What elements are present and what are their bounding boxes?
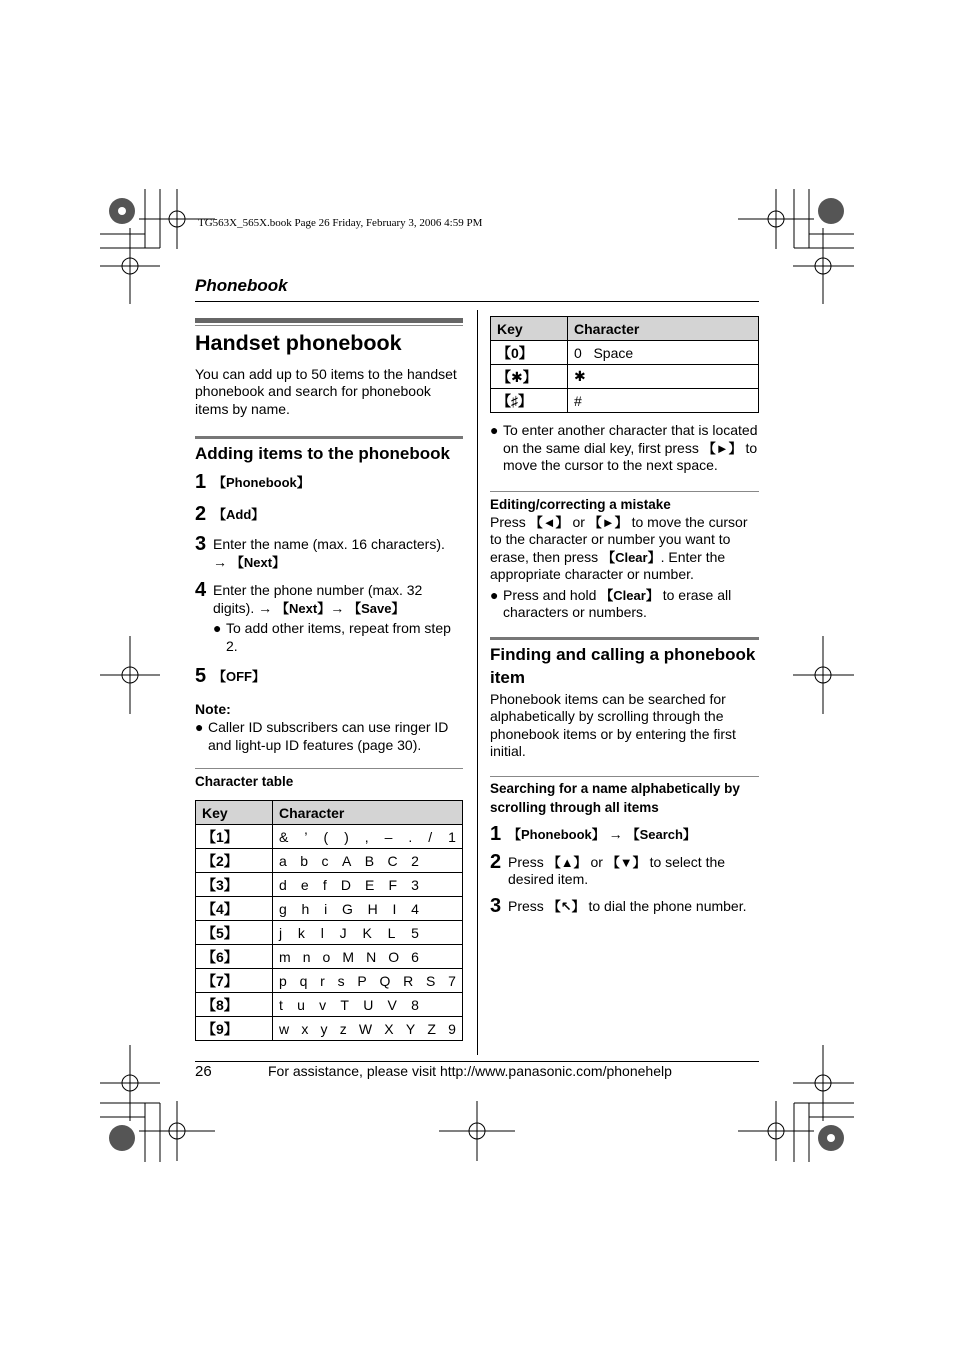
character: V: [387, 996, 397, 1013]
footer-rule: [195, 1061, 759, 1062]
talk-key: 【↖】: [547, 898, 585, 914]
header-rule: [195, 301, 759, 302]
character: P: [357, 972, 367, 989]
key-cell: 【5】: [196, 921, 273, 945]
character: ,: [364, 828, 369, 845]
key-cell: 【6】: [196, 945, 273, 969]
character-cell: [273, 969, 463, 993]
erase-tip: ● Press and hold 【Clear】 to erase all characters or numbers.: [490, 586, 732, 620]
up-key: 【▲】: [547, 854, 587, 870]
character: B: [364, 852, 375, 869]
character: c: [321, 852, 329, 869]
right-arrow-key: 【►】: [588, 514, 628, 530]
character: Y: [405, 1020, 416, 1037]
left-column: [195, 318, 463, 1041]
character: z: [339, 1020, 347, 1037]
search-key: 【Search】: [626, 826, 696, 842]
note-title: Note:: [195, 701, 231, 718]
character: i: [324, 900, 328, 917]
arrow-icon: →: [258, 599, 273, 616]
bullet-icon: ●: [195, 719, 204, 736]
character: O: [388, 948, 400, 965]
note-item: ● Caller ID subscribers can use ringer ID and light-up ID features (page 30).: [195, 719, 449, 753]
print-header: TG563X_565X.book Page 26 Friday, February 3, 2006 4:59 PM: [198, 217, 483, 229]
character: q: [299, 972, 308, 989]
character: R: [403, 972, 414, 989]
table-row: [196, 873, 463, 897]
arrow-icon: →: [330, 599, 345, 616]
character: w: [279, 1020, 290, 1037]
section-header: Phonebook: [195, 276, 288, 295]
down-key: 【▼】: [606, 854, 646, 870]
character-table-continued: Key Character 【0】 0 Space 【✱】 ✱ 【♯】 #: [490, 316, 759, 413]
character: E: [365, 876, 375, 893]
character: y: [320, 1020, 328, 1037]
character: b: [300, 852, 309, 869]
character: t: [279, 996, 283, 1013]
character: T: [340, 996, 349, 1013]
table-row: [196, 849, 463, 873]
adding-heading: Adding items to the phonebook: [195, 444, 450, 464]
character: v: [319, 996, 327, 1013]
character: k: [297, 924, 305, 941]
character: 7: [448, 972, 456, 989]
table-row: [196, 921, 463, 945]
edit-heading: Editing/correcting a mistake: [490, 496, 671, 512]
column-divider: [477, 310, 478, 1055]
search-step-1: 1 【Phonebook】 → 【Search】: [490, 822, 696, 845]
character-cell: [273, 945, 463, 969]
table-row: [196, 945, 463, 969]
character: W: [358, 1020, 373, 1037]
character: C: [387, 852, 398, 869]
character: r: [320, 972, 325, 989]
page-title: Handset phonebook: [195, 331, 402, 355]
character: 4: [411, 900, 419, 917]
key-cell: 【1】: [196, 825, 273, 849]
table-row: 【✱】 ✱: [491, 365, 759, 389]
character: M: [342, 948, 355, 965]
save-key: 【Save】: [348, 600, 405, 616]
character: –: [384, 828, 393, 845]
step-2: 2 【Add】: [195, 503, 265, 526]
character: A: [341, 852, 352, 869]
table-row: 【♯】 #: [491, 389, 759, 413]
step-3: 3 Enter the name (max. 16 characters). → 【Next】: [195, 533, 445, 570]
character: l: [320, 924, 324, 941]
character: j: [279, 924, 283, 941]
right-arrow-key: 【►】: [702, 440, 742, 456]
left-arrow-key: 【◄】: [529, 514, 569, 530]
character: n: [302, 948, 311, 965]
table-row: [196, 1017, 463, 1041]
intro-text: You can add up to 50 items to the handset phonebook and search for phonebook items by name.: [195, 365, 457, 417]
bullet-icon: ●: [490, 422, 499, 438]
character: H: [367, 900, 378, 917]
character: 8: [411, 996, 419, 1013]
character-cell: [273, 897, 463, 921]
character: Q: [379, 972, 391, 989]
character-cell: [273, 1017, 463, 1041]
step-1: 1 【Phonebook】: [195, 471, 310, 494]
edit-text: Press 【◄】 or 【►】 to move the cursor to the character or number you want to erase, then press 【Clear】. Enter the appropriate character or number.: [490, 513, 748, 582]
step-4: 4 Enter the phone number (max. 32 digits). → 【Next】→ 【Save】 ● To add other items, repeat from step 2.: [195, 579, 451, 654]
same-key-tip: ● To enter another character that is located on the same dial key, first press 【►】 to move the cursor to the next space.: [490, 422, 758, 473]
table-row: [196, 969, 463, 993]
character: J: [339, 924, 347, 941]
clear-key: 【Clear】: [600, 587, 659, 603]
character: u: [297, 996, 305, 1013]
key-cell: 【4】: [196, 897, 273, 921]
bullet-icon: ●: [213, 620, 222, 637]
character: /: [428, 828, 433, 845]
arrow-icon: →: [213, 553, 227, 570]
page-number: 26: [195, 1063, 212, 1080]
key-cell: 【9】: [196, 1017, 273, 1041]
character: ): [344, 828, 349, 845]
next-key: 【Next】: [230, 554, 286, 570]
character: f: [322, 876, 327, 893]
character: U: [363, 996, 374, 1013]
character-cell: [273, 993, 463, 1017]
assistance-text: For assistance, please visit http://www.panasonic.com/phonehelp: [268, 1063, 672, 1079]
key-cell: 【8】: [196, 993, 273, 1017]
character: x: [301, 1020, 309, 1037]
character-cell: [273, 873, 463, 897]
character: Z: [427, 1020, 436, 1037]
character: e: [300, 876, 309, 893]
character: 2: [411, 852, 419, 869]
character-cell: [273, 849, 463, 873]
character: ’: [304, 828, 308, 845]
character: &: [279, 828, 289, 845]
title-bar: [195, 318, 463, 323]
character: L: [387, 924, 396, 941]
step-5: 5 【OFF】: [195, 665, 265, 688]
next-key: 【Next】: [276, 600, 331, 616]
find-text: Phonebook items can be searched for alphabetically by scrolling through the phonebook items or by entering the first initial.: [490, 690, 736, 759]
table-row: [196, 993, 463, 1017]
character: N: [366, 948, 377, 965]
character: G: [341, 900, 353, 917]
character: .: [408, 828, 413, 845]
key-cell: 【2】: [196, 849, 273, 873]
character: h: [301, 900, 310, 917]
character: I: [392, 900, 397, 917]
add-key: 【Add】: [213, 507, 265, 523]
phonebook-key: 【Phonebook】: [213, 475, 310, 491]
table-title: Character table: [195, 774, 294, 790]
off-key: 【OFF】: [213, 669, 265, 685]
character: (: [323, 828, 329, 845]
character: 1: [448, 828, 456, 845]
character-table: [195, 800, 463, 1041]
col-key: Key: [196, 801, 273, 825]
character: d: [279, 876, 287, 893]
character: S: [425, 972, 436, 989]
character: F: [388, 876, 398, 893]
key-cell: 【3】: [196, 873, 273, 897]
search-step-3: 3 Press 【↖】 to dial the phone number.: [490, 894, 747, 917]
character: 9: [448, 1020, 456, 1037]
character: 3: [411, 876, 419, 893]
character: m: [279, 948, 291, 965]
character: 6: [411, 948, 419, 965]
search-step-2: 2 Press 【▲】 or 【▼】 to select the desired item.: [490, 850, 726, 887]
right-column: [490, 316, 759, 917]
character: o: [322, 948, 331, 965]
table-row: 【0】 0 Space: [491, 341, 759, 365]
character: p: [279, 972, 287, 989]
find-heading: Finding and calling a phonebook item: [490, 644, 756, 687]
character-cell: [273, 825, 463, 849]
key-cell: 【7】: [196, 969, 273, 993]
table-row: [196, 825, 463, 849]
character: s: [337, 972, 345, 989]
table-row: [196, 897, 463, 921]
character-cell: [273, 921, 463, 945]
phonebook-key: 【Phonebook】: [508, 826, 605, 842]
character: 5: [411, 924, 419, 941]
character: a: [279, 852, 287, 869]
col-character: Character: [273, 801, 463, 825]
character: X: [384, 1020, 394, 1037]
search-heading: Searching for a name alphabetically by scrolling through all items: [490, 780, 740, 815]
clear-key: 【Clear】: [602, 549, 661, 565]
character: g: [279, 900, 287, 917]
arrow-icon: →: [608, 825, 623, 842]
bullet-icon: ●: [490, 586, 499, 603]
character: D: [340, 876, 351, 893]
character: K: [362, 924, 372, 941]
